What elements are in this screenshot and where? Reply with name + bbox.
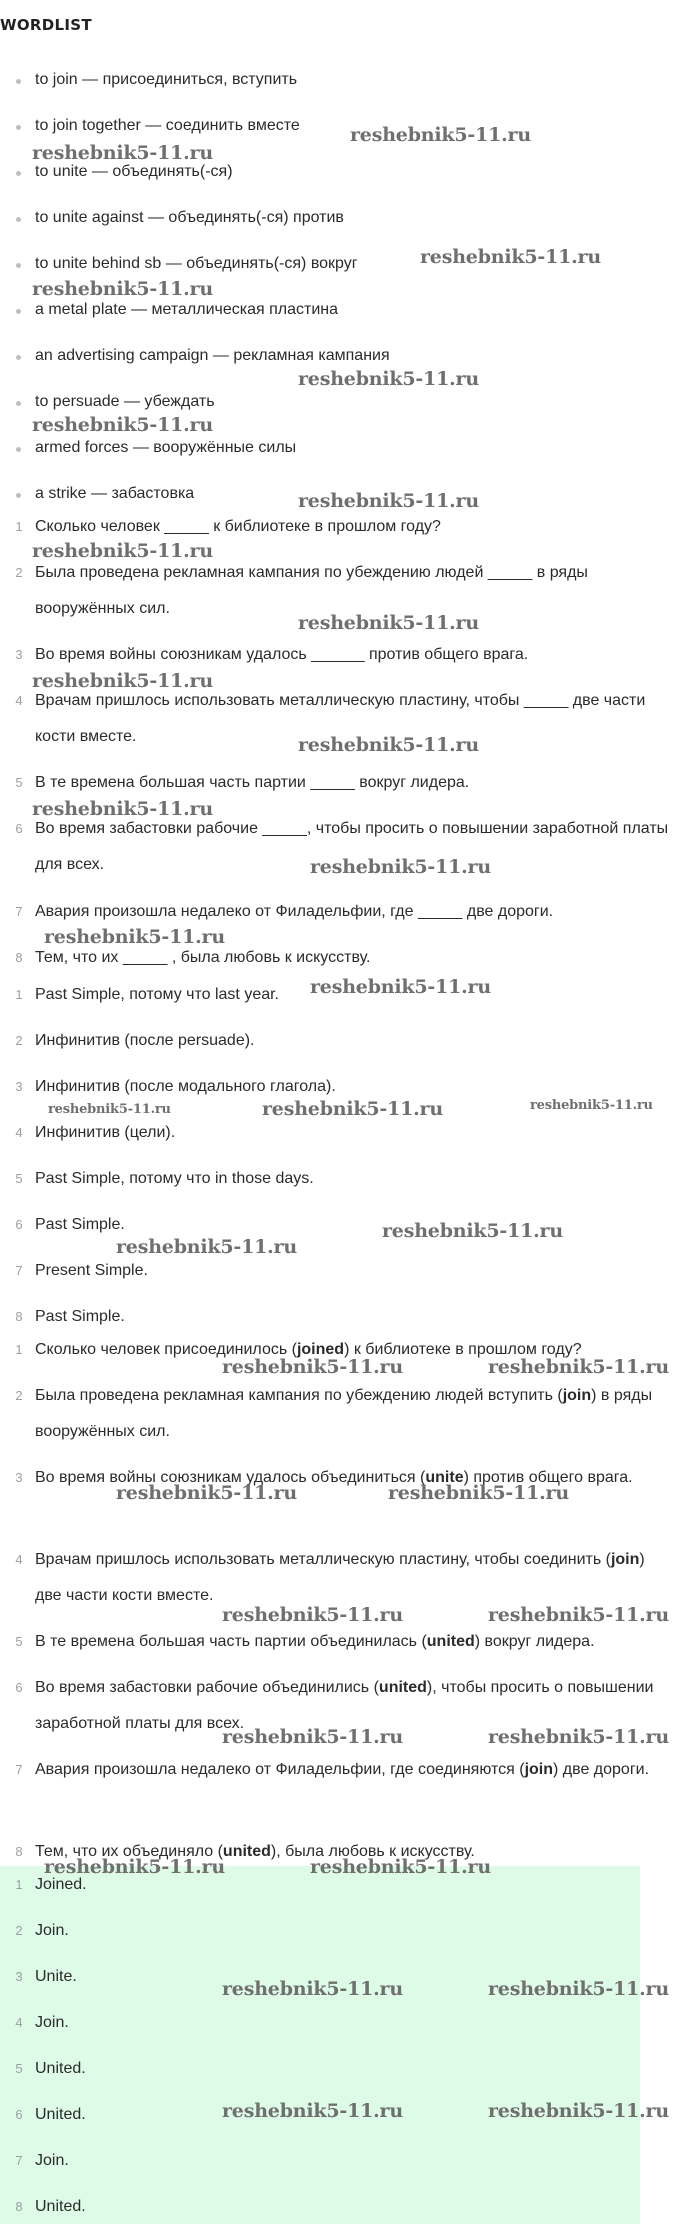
exercise-text: Во время войны союзникам удалось ______ против общего врага. [35, 646, 529, 663]
answer-before: Сколько человек присоединилось ( [35, 1341, 297, 1358]
explanation-text: Инфинитив (после модального глагола). [35, 1078, 336, 1095]
item-number: 3 [15, 1969, 23, 1984]
page-title: WORDLIST [0, 16, 92, 34]
answer-before: Во время войны союзникам удалось объединиться ( [35, 1469, 426, 1486]
explanation-text: Present Simple. [35, 1262, 148, 1279]
watermark: reshebnik5-11.ru [222, 1604, 403, 1626]
short-answer-text: Join. [35, 2152, 69, 2169]
item-number: 8 [15, 1844, 23, 1859]
answer-text [35, 1752, 675, 1788]
item-number: 5 [15, 775, 23, 790]
exercise-text: Во время забастовки рабочие _____, чтобы просить о повышении заработной платы для всех. [35, 820, 669, 873]
answer-after: ), была любовь к искусству. [270, 1843, 475, 1860]
watermark: reshebnik5-11.ru [222, 2100, 403, 2122]
item-number: 7 [15, 1762, 23, 1777]
watermark: reshebnik5-11.ru [310, 856, 491, 878]
wordlist-text: to join together — соединить вместе [35, 117, 300, 134]
short-answer-text: United. [35, 2106, 86, 2123]
watermark: reshebnik5-11.ru [262, 1098, 443, 1120]
bullet-icon [16, 447, 21, 452]
explanation-text: Инфинитив (цели). [35, 1124, 176, 1141]
item-number: 2 [15, 1388, 23, 1403]
bullet-icon [16, 263, 21, 268]
watermark: reshebnik5-11.ru [44, 926, 225, 948]
watermark: reshebnik5-11.ru [32, 798, 213, 820]
answer-before: Была проведена рекламная кампания по убеждению людей вступить ( [35, 1387, 563, 1404]
item-number: 3 [15, 1079, 23, 1094]
item-number: 5 [15, 2061, 23, 2076]
wordlist-text: a strike — забастовка [35, 485, 195, 502]
watermark: reshebnik5-11.ru [488, 1356, 669, 1378]
answer-after: ) против общего врага. [463, 1469, 633, 1486]
answer-before: Врачам пришлось использовать металлическую пластину, чтобы соединить ( [35, 1551, 611, 1568]
item-number: 2 [15, 1033, 23, 1048]
item-number: 1 [15, 1342, 23, 1357]
watermark: reshebnik5-11.ru [488, 1604, 669, 1626]
wordlist-text: to persuade — убеждать [35, 393, 215, 410]
watermark: reshebnik5-11.ru [382, 1220, 563, 1242]
item-number: 5 [15, 1634, 23, 1649]
item-number: 8 [15, 2199, 23, 2214]
watermark: reshebnik5-11.ru [116, 1482, 297, 1504]
short-answer-text: Unite. [35, 1968, 77, 1985]
bullet-icon [16, 355, 21, 360]
exercise-text: Была проведена рекламная кампания по убеждению людей _____ в ряды вооружённых сил. [35, 564, 588, 617]
item-number: 5 [15, 1171, 23, 1186]
watermark: reshebnik5-11.ru [298, 368, 479, 390]
watermark: reshebnik5-11.ru [222, 1978, 403, 2000]
exercise-text: Авария произошла недалеко от Филадельфии, где _____ две дороги. [35, 903, 554, 920]
answer-verb: join [562, 1387, 592, 1404]
bullet-icon [16, 493, 21, 498]
bullet-icon [16, 171, 21, 176]
bullet-icon [16, 217, 21, 222]
item-number: 4 [15, 1552, 23, 1567]
watermark: reshebnik5-11.ru [32, 142, 213, 164]
watermark: reshebnik5-11.ru [116, 1236, 297, 1258]
item-number: 2 [15, 565, 23, 580]
answer-verb: unite [425, 1469, 464, 1486]
item-number: 3 [15, 647, 23, 662]
answer-text [35, 1624, 675, 1660]
item-number: 7 [15, 2153, 23, 2168]
exercise-text: Сколько человек _____ к библиотеке в прошлом году? [35, 518, 441, 535]
watermark: reshebnik5-11.ru [32, 540, 213, 562]
item-number: 7 [15, 1263, 23, 1278]
explanation-text: Past Simple. [35, 1308, 125, 1325]
watermark: reshebnik5-11.ru [298, 612, 479, 634]
answer-verb: united [222, 1843, 271, 1860]
watermark: reshebnik5-11.ru [488, 2100, 669, 2122]
item-number: 4 [15, 2015, 23, 2030]
wordlist-text: to unite — объединять(-ся) [35, 163, 233, 180]
bullet-icon [16, 79, 21, 84]
item-number: 3 [15, 1470, 23, 1485]
wordlist-text: a metal plate — металлическая пластина [35, 301, 339, 318]
short-answer-text: Join. [35, 2014, 69, 2031]
item-number: 7 [15, 904, 23, 919]
wordlist-text: to join — присоединиться, вступить [35, 71, 298, 88]
short-answer-text: Join. [35, 1922, 69, 1939]
item-number: 6 [15, 821, 23, 836]
watermark: reshebnik5-11.ru [350, 124, 531, 146]
answer-verb: join [524, 1761, 554, 1778]
watermark: reshebnik5-11.ru [298, 490, 479, 512]
item-number: 1 [15, 519, 23, 534]
item-number: 2 [15, 1923, 23, 1938]
watermark: reshebnik5-11.ru [530, 1098, 653, 1113]
answer-before: Во время забастовки рабочие объединились ( [35, 1679, 379, 1696]
answer-after: ) к библиотеке в прошлом году? [344, 1341, 582, 1358]
explanation-text: Past Simple, потому что in those days. [35, 1170, 314, 1187]
watermark: reshebnik5-11.ru [298, 734, 479, 756]
bullet-icon [16, 309, 21, 314]
item-number: 8 [15, 950, 23, 965]
explanation-text: Инфинитив (после persuade). [35, 1032, 255, 1049]
answer-verb: united [426, 1633, 475, 1650]
answer-after: ), чтобы просить о повышении заработной платы для всех. [35, 1679, 654, 1732]
answer-verb: join [610, 1551, 640, 1568]
short-answer-text: United. [35, 2060, 86, 2077]
answer-after: ) вокруг лидера. [474, 1633, 595, 1650]
exercise-text: Врачам пришлось использовать металлическую пластину, чтобы _____ две части кости вместе. [35, 692, 646, 745]
watermark: reshebnik5-11.ru [32, 670, 213, 692]
explanation-text: Past Simple, потому что last year. [35, 986, 279, 1003]
item-number: 1 [15, 987, 23, 1002]
bullet-icon [16, 401, 21, 406]
wordlist-text: to unite against — объединять(-ся) против [35, 209, 344, 226]
watermark: reshebnik5-11.ru [488, 1726, 669, 1748]
watermark: reshebnik5-11.ru [44, 1856, 225, 1878]
answer-before: Тем, что их объединяло ( [35, 1843, 223, 1860]
wordlist-text: armed forces — вооружённые силы [35, 439, 297, 456]
exercise-text: Тем, что их _____ , была любовь к искусству. [35, 949, 371, 966]
exercise-text: В те времена большая часть партии _____ вокруг лидера. [35, 774, 470, 791]
item-number: 6 [15, 1680, 23, 1695]
item-number: 1 [15, 1877, 23, 1892]
answer-verb: united [378, 1679, 427, 1696]
answer-after: ) в ряды вооружённых сил. [35, 1387, 653, 1440]
answer-text [35, 1378, 675, 1450]
item-number: 4 [15, 693, 23, 708]
answer-before: В те времена большая часть партии объединилась ( [35, 1633, 427, 1650]
item-number: 6 [15, 2107, 23, 2122]
watermark: reshebnik5-11.ru [420, 246, 601, 268]
watermark: reshebnik5-11.ru [48, 1102, 171, 1117]
watermark: reshebnik5-11.ru [32, 278, 213, 300]
watermark: reshebnik5-11.ru [488, 1978, 669, 2000]
explanation-text: Past Simple. [35, 1216, 125, 1233]
item-number: 8 [15, 1309, 23, 1324]
item-number: 4 [15, 1125, 23, 1140]
watermark: reshebnik5-11.ru [222, 1356, 403, 1378]
watermark: reshebnik5-11.ru [310, 976, 491, 998]
answers-highlight-block [0, 1866, 640, 2224]
answer-after: ) две дороги. [553, 1761, 650, 1778]
watermark: reshebnik5-11.ru [388, 1482, 569, 1504]
watermark: reshebnik5-11.ru [32, 414, 213, 436]
wordlist-text: to unite behind sb — объединять(-ся) вокруг [35, 255, 358, 272]
answer-verb: joined [296, 1341, 345, 1358]
wordlist-text: an advertising campaign — рекламная кампания [35, 347, 390, 364]
answer-after: ) две части кости вместе. [35, 1551, 645, 1604]
bullet-icon [16, 125, 21, 130]
answer-before: Авария произошла недалеко от Филадельфии, где соединяются ( [35, 1761, 525, 1778]
short-answer-text: United. [35, 2198, 86, 2215]
short-answer-text: Joined. [35, 1876, 87, 1893]
item-number: 6 [15, 1217, 23, 1232]
watermark: reshebnik5-11.ru [310, 1856, 491, 1878]
watermark: reshebnik5-11.ru [222, 1726, 403, 1748]
